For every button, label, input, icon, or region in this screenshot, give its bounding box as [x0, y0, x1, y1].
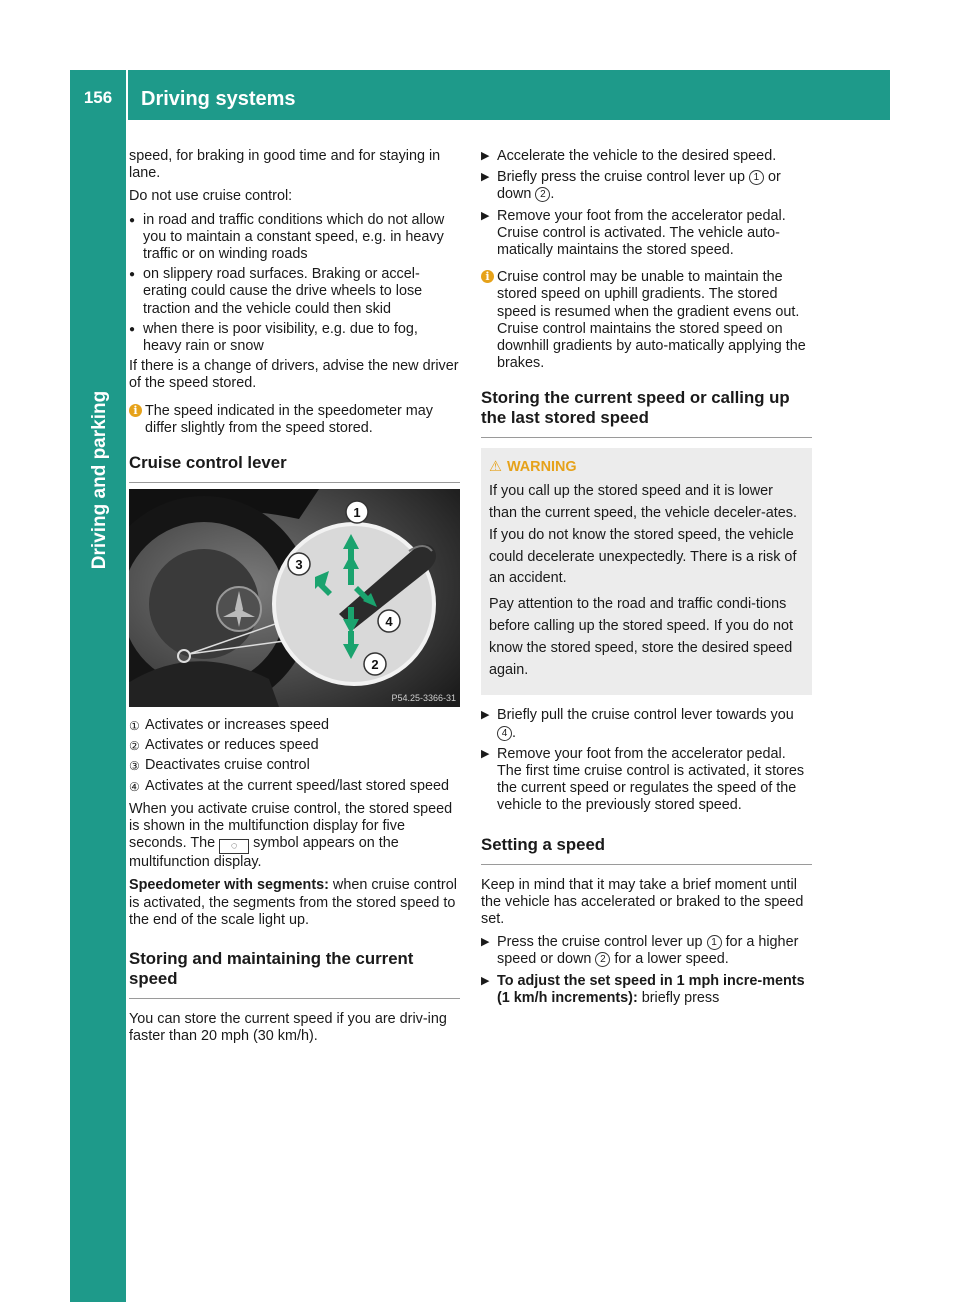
heading-setting-speed: Setting a speed [481, 835, 812, 865]
step-item: ▶ Remove your foot from the accelerator pedal. The first time cruise control is activated, it stores the current speed or regulates the speed of the vehicle to the previously stored speed. [481, 745, 805, 814]
info-note: i The speed indicated in the speedometer may differ slightly from the speed stored. [129, 403, 460, 437]
side-tab [70, 120, 126, 1302]
arrow-icon: ▶ [481, 150, 490, 162]
warning-text: If you call up the stored speed and it is lower than the current speed, the vehicle deceler-ates. If you do not know the stored speed, the vehicle could decelerate unexpectedly. There is a risk of an accident. [489, 483, 797, 587]
arrow-icon: ▶ [481, 171, 490, 184]
marker-4: 4 [385, 614, 393, 630]
number-circle-icon: ① [129, 719, 140, 734]
step-item: ▶ Briefly press the cruise control lever up 1 or down 2 . [481, 169, 781, 203]
marker-2-icon: 2 [535, 187, 550, 202]
store-text: You can store the current speed if you are driv-ing faster than 20 mph (30 km/h). [129, 1011, 447, 1045]
warning-text: Pay attention to the road and traffic condi-tions before calling up the stored speed. If you do not know the stored speed, store the desired speed again. [489, 596, 794, 678]
step-item: ▶ Accelerate the vehicle to the desired speed. [481, 148, 777, 164]
setting-text: Keep in mind that it may take a brief moment until the vehicle has accelerated or braked to the speed set. [481, 876, 804, 928]
heading-storing-calling: Storing the current speed or calling up the last stored speed [481, 388, 812, 438]
marker-4-icon: 4 [497, 726, 512, 741]
number-circle-icon: ③ [129, 759, 140, 774]
list-item: ● when there is poor visibility, e.g. due to fog, heavy rain or snow [129, 320, 418, 355]
cruise-control-symbol-icon: ◌ [219, 839, 249, 854]
list-item: ● in road and traffic conditions which do not allow you to maintain a constant speed, e.g. in heavy traffic or on winding roads [129, 211, 445, 263]
info-note: i Cruise control may be unable to maintain the stored speed on uphill gradients. The stored speed is resumed when the gradient evens out. Cruise control maintains the stored speed on downhill gradients by auto-matically applying the brakes. [481, 269, 812, 372]
speedometer-text: Speedometer with segments: when cruise control is activated, the segments from the stored speed to the end of the scale light up. [129, 877, 457, 928]
figure-code: P54.25-3366-31 [391, 693, 456, 704]
step-item: ▶ To adjust the set speed in 1 mph incre-ments (1 km/h increments): briefly press [481, 972, 805, 1006]
info-icon: i [481, 270, 494, 283]
heading-storing-maintaining: Storing and maintaining the current speed [129, 949, 460, 999]
step-item: ▶ Remove your foot from the accelerator pedal. Cruise control is activated. The vehicle auto-matically maintains the stored speed. [481, 207, 786, 259]
arrow-icon: ▶ [481, 709, 490, 722]
cruise-control-lever-figure [129, 489, 460, 707]
number-circle-icon: ④ [129, 779, 140, 794]
heading-cruise-control-lever: Cruise control lever [129, 453, 460, 483]
arrow-icon: ▶ [481, 974, 490, 987]
do-not-use-text: Do not use cruise control: [129, 188, 293, 205]
lever-illustration [129, 489, 460, 707]
marker-1-icon: 1 [707, 935, 722, 950]
marker-3: 3 [295, 557, 303, 573]
right-column [481, 148, 812, 1011]
section-title: Driving systems [141, 88, 296, 110]
warning-box [481, 448, 812, 695]
bullet-icon: ● [129, 269, 136, 281]
page-number: 156 [83, 88, 113, 107]
arrow-icon: ▶ [481, 747, 490, 760]
marker-1: 1 [353, 505, 361, 521]
marker-2: 2 [371, 657, 379, 673]
step-item: ▶ Briefly pull the cruise control lever towards you 4 . [481, 707, 794, 741]
bullet-icon: ● [129, 214, 136, 226]
warning-header: ⚠ WARNING [489, 457, 804, 479]
marker-2-icon: 2 [595, 952, 610, 967]
header-divider [126, 70, 128, 120]
activate-text: When you activate cruise control, the stored speed is shown in the multifunction display for five seconds. The ◌ symbol appears on the multifunction display. [129, 800, 453, 871]
callout-item: ② Activates or reduces speed [129, 737, 460, 754]
intro-text: speed, for braking in good time and for staying in lane. [129, 148, 441, 182]
warning-triangle-icon: ⚠ [489, 459, 502, 476]
callout-item: ④ Activates at the current speed/last stored speed [129, 778, 460, 795]
callout-item: ① Activates or increases speed [129, 717, 460, 734]
change-drivers-text: If there is a change of drivers, advise the new driver of the speed stored. [129, 358, 459, 392]
callout-item: ③ Deactivates cruise control [129, 757, 460, 774]
side-tab-label: Driving and parking [89, 390, 110, 570]
info-icon: i [129, 404, 142, 417]
arrow-icon: ▶ [481, 209, 490, 222]
left-column [129, 148, 460, 1051]
number-circle-icon: ② [129, 739, 140, 754]
list-item: ● on slippery road surfaces. Braking or accel-erating could cause the drive wheels to lose traction and the vehicle could then skid [129, 266, 423, 317]
arrow-icon: ▶ [481, 936, 490, 949]
step-item: ▶ Press the cruise control lever up 1 for a higher speed or down 2 for a lower speed. [481, 934, 799, 968]
marker-1-icon: 1 [749, 170, 764, 185]
bullet-icon: ● [129, 323, 136, 335]
